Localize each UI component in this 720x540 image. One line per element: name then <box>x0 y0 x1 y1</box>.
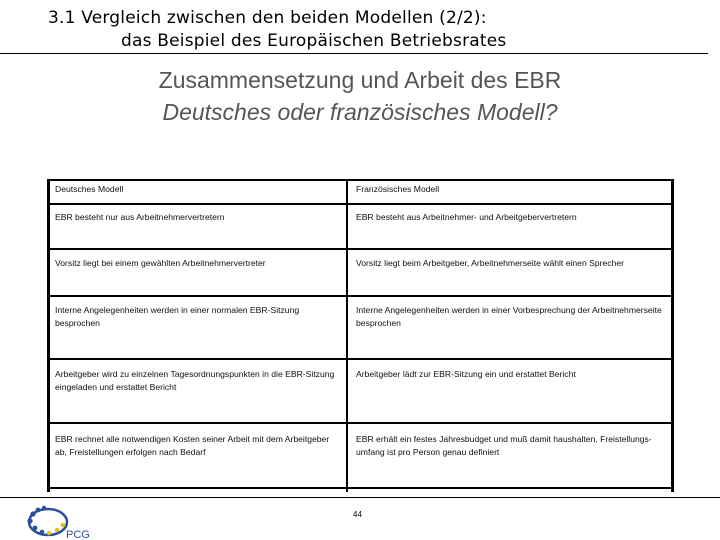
table-row <box>50 422 671 492</box>
subtitle-line1: Zusammensetzung und Arbeit des EBR <box>158 67 562 93</box>
comparison-table <box>47 179 674 492</box>
slide-title-line2: das Beispiel des Europäischen Betriebsrates <box>121 31 507 51</box>
table-cell: Vorsitz liegt beim Arbeitgeber, Arbeitnehmerseite wählt einen Sprecher <box>356 258 624 268</box>
footer-divider <box>0 497 720 498</box>
header-cell-french: Französisches Modell <box>356 184 440 194</box>
table-cell: EBR rechnet alle notwendigen Kosten seiner Arbeit mit dem Arbeitgeber ab, Freistellungen erfolgen nach Bedarf <box>55 434 330 457</box>
table-row <box>50 295 671 346</box>
table-row <box>50 248 671 295</box>
title-divider <box>0 53 708 54</box>
table-row <box>50 203 671 231</box>
logo-text: PCG <box>66 529 90 540</box>
table-cell: EBR besteht aus Arbeitnehmer- und Arbeitgebervertretern <box>356 212 577 222</box>
slide-title-line1: 3.1 Vergleich zwischen den beiden Modellen (2/2): <box>48 8 487 28</box>
table-cell: Arbeitgeber wird zu einzelnen Tagesordnungspunkten in die EBR-Sitzung eingeladen und erstattet Bericht <box>55 369 335 392</box>
pcg-logo <box>22 500 92 540</box>
table-bottom-border <box>50 487 671 492</box>
table-row <box>50 358 671 415</box>
page-number: 44 <box>353 510 362 519</box>
table-header-row <box>50 179 671 203</box>
table-cell: EBR besteht nur aus Arbeitnehmervertretern <box>55 212 225 222</box>
table-cell: Interne Angelegenheiten werden in einer Vorbesprechung der Arbeitnehmerseite besprochen <box>356 305 662 328</box>
subtitle-line2: Deutsches oder französisches Modell? <box>162 99 558 125</box>
slide-header <box>0 0 720 56</box>
header-cell-german: Deutsches Modell <box>55 184 124 194</box>
table-cell: EBR erhält ein festes Jahresbudget und muß damit haushalten, Freistellungs-umfang ist pro Person genau definiert <box>356 434 652 457</box>
table-cell: Arbeitgeber lädt zur EBR-Sitzung ein und erstattet Bericht <box>356 369 576 379</box>
table-cell: Interne Angelegenheiten werden in einer normalen EBR-Sitzung besprochen <box>55 305 300 328</box>
table-cell: Vorsitz liegt bei einem gewählten Arbeitnehmervertreter <box>55 258 266 268</box>
